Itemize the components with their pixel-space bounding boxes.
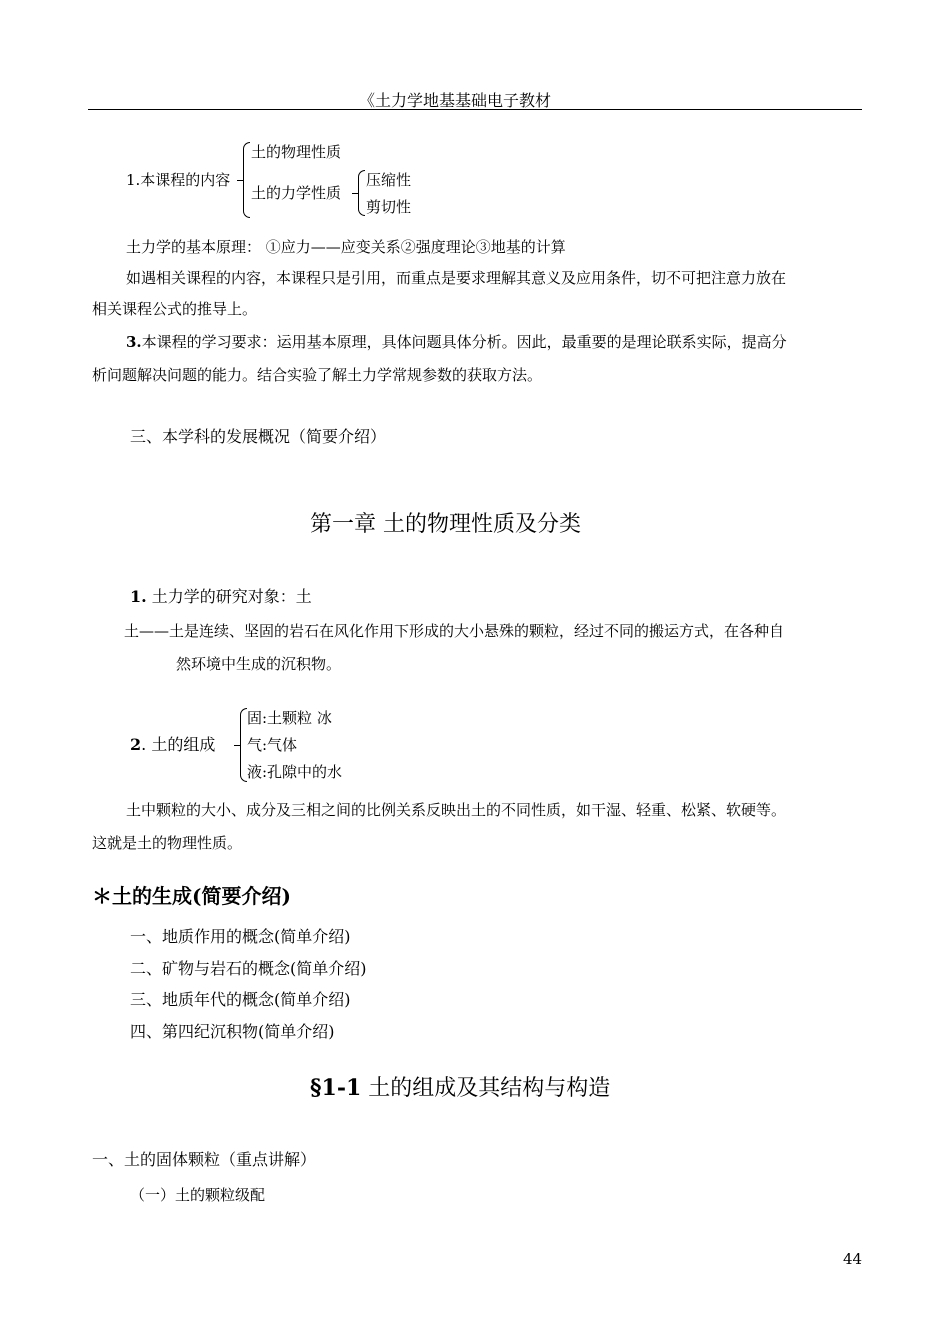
grain-paragraph-line2: 这就是土的物理性质。	[92, 834, 243, 852]
composition-label	[130, 732, 215, 755]
formation-item-geology: 一、地质作用的概念(简单介绍)	[130, 927, 351, 946]
composition-liquid: 液:孔隙中的水	[247, 763, 343, 781]
requirements-text: 本课程的学习要求：运用基本原理，具体问题具体分析。因此，最重要的是理论联系实际，提高分	[141, 333, 787, 351]
composition-gas: 气:气体	[247, 736, 298, 754]
formation-item-minerals: 二、矿物与岩石的概念(简单介绍)	[130, 959, 367, 978]
formation-item-eras: 三、地质年代的概念(简单介绍)	[130, 990, 351, 1009]
header-title: 《土力学地基基础电子教材	[359, 91, 552, 110]
solid-particles-heading: 一、土的固体颗粒（重点讲解）	[92, 1150, 317, 1169]
principles-text: 土力学的基本原理： ①应力——应变关系②强度理论③地基的计算	[126, 238, 566, 256]
formation-heading: ＊土的生成(简要介绍)	[92, 884, 291, 908]
soil-definition-line2: 然环境中生成的沉积物。	[176, 655, 342, 673]
section-title: 土的组成及其结构与构造	[361, 1076, 611, 1101]
item1-text: 土力学的研究对象：土	[146, 587, 312, 606]
requirements-line2: 析问题解决问题的能力。结合实验了解土力学常规参数的获取方法。	[92, 366, 543, 384]
content-tree-child-physical: 土的物理性质	[251, 143, 342, 161]
content-tree-sub-shear: 剪切性	[366, 198, 412, 216]
page-number: 44	[843, 1250, 863, 1268]
mechanical-brace	[358, 170, 365, 216]
composition-solid: 固:土颗粒 冰	[247, 709, 332, 727]
section-heading	[310, 1071, 610, 1102]
requirements-number: 3.	[126, 333, 142, 351]
chapter-title: 第一章 土的物理性质及分类	[310, 512, 581, 537]
item1-number: 1.	[130, 587, 147, 606]
grading-heading: （一）土的颗粒级配	[130, 1186, 266, 1204]
section3-heading: 三、本学科的发展概况（简要介绍）	[130, 427, 387, 446]
related-paragraph-line1: 如遇相关课程的内容，本课程只是引用，而重点是要求理解其意义及应用条件，切不可把注意力放在	[126, 269, 787, 287]
requirements-line1	[126, 331, 787, 352]
grain-paragraph-line1: 土中颗粒的大小、成分及三相之间的比例关系反映出土的不同性质，如干湿、轻重、松紧、软硬等。	[126, 801, 787, 819]
composition-brace	[240, 708, 247, 782]
content-tree-sub-compressibility: 压缩性	[366, 171, 412, 189]
item1-heading	[130, 584, 312, 607]
content-tree-root: 1.本课程的内容	[126, 171, 231, 189]
content-tree-child-mechanical: 土的力学性质	[251, 184, 342, 202]
section-number: §1-1	[310, 1075, 362, 1101]
related-paragraph-line2: 相关课程公式的推导上。	[92, 300, 258, 318]
content-tree-brace	[243, 142, 250, 218]
composition-number: 2	[130, 735, 142, 754]
formation-item-quaternary: 四、第四纪沉积物(简单介绍)	[130, 1022, 335, 1041]
header-rule	[88, 109, 862, 110]
composition-label-text: . 土的组成	[141, 735, 216, 754]
soil-definition-line1: 土——土是连续、坚固的岩石在风化作用下形成的大小悬殊的颗粒，经过不同的搬运方式，在各种自	[124, 622, 785, 640]
